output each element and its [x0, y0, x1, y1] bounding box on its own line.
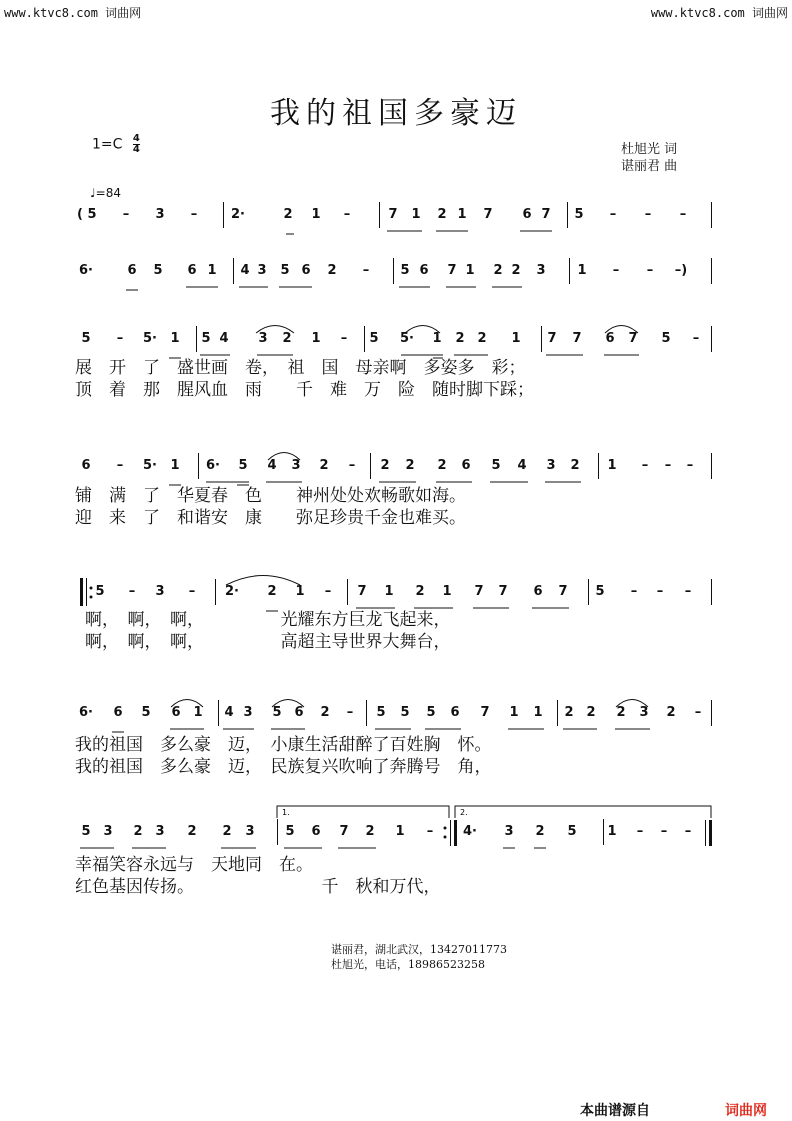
- note: 6: [461, 458, 471, 473]
- note: 1: [170, 331, 180, 346]
- note: 6: [301, 263, 311, 278]
- note: 2: [570, 458, 580, 473]
- note: –: [684, 584, 692, 599]
- note: 5: [376, 705, 386, 720]
- contact-lyricist: 杜旭光，电话，18986523258: [331, 958, 485, 971]
- note: 5·: [400, 331, 414, 346]
- note: 1: [311, 207, 321, 222]
- volta-1-label: 1.: [282, 808, 290, 817]
- beam-group: [80, 231, 650, 848]
- note: 7: [498, 584, 508, 599]
- final-barline: [705, 820, 712, 846]
- note: 1: [607, 824, 617, 839]
- note: 7: [558, 584, 568, 599]
- note: 3: [245, 824, 255, 839]
- note: 5: [574, 207, 584, 222]
- note: 2: [222, 824, 232, 839]
- note: –: [188, 584, 196, 599]
- note: 2·: [231, 207, 245, 222]
- note: 4: [267, 458, 277, 473]
- note: 2: [320, 705, 330, 720]
- volta-2-label: 2.: [460, 808, 468, 817]
- tempo-marking: ♩=84: [90, 186, 121, 200]
- note: 6·: [206, 458, 220, 473]
- slur: [405, 326, 440, 334]
- note: 5: [272, 705, 282, 720]
- note: 2: [511, 263, 521, 278]
- note: 1: [432, 331, 442, 346]
- note: –: [686, 458, 694, 473]
- note: 3: [155, 207, 165, 222]
- note: 7: [572, 331, 582, 346]
- note: 5: [81, 331, 91, 346]
- note: 3: [258, 331, 268, 346]
- note: 6: [450, 705, 460, 720]
- note: –: [656, 584, 664, 599]
- note: –: [190, 207, 198, 222]
- note: 5: [280, 263, 290, 278]
- note: –: [609, 207, 617, 222]
- note: 7: [447, 263, 457, 278]
- note: 6: [81, 458, 91, 473]
- note: 1: [411, 207, 421, 222]
- lyric-line: 展 开 了 盛世画 卷， 祖 国 母亲啊 多姿多 彩；: [75, 358, 526, 378]
- composer-credit: 谌丽君 曲: [621, 159, 678, 174]
- note: 2: [327, 263, 337, 278]
- note: 6: [533, 584, 543, 599]
- note: 2: [493, 263, 503, 278]
- note: 2: [616, 705, 626, 720]
- note: 6: [187, 263, 197, 278]
- note: 3: [291, 458, 301, 473]
- note: 5: [369, 331, 379, 346]
- note: 3: [536, 263, 546, 278]
- note: 1: [511, 331, 521, 346]
- note: –: [684, 824, 692, 839]
- note: 6·: [79, 705, 93, 720]
- key-label: 1=C: [92, 136, 123, 153]
- note: 6: [605, 331, 615, 346]
- note: 7: [547, 331, 557, 346]
- note: –: [644, 207, 652, 222]
- note: 2: [380, 458, 390, 473]
- note: 5: [400, 705, 410, 720]
- note: 7: [541, 207, 551, 222]
- note: 1: [193, 705, 203, 720]
- note: 5: [81, 824, 91, 839]
- note: –: [348, 458, 356, 473]
- note: –: [324, 584, 332, 599]
- note: 6: [127, 263, 137, 278]
- note: –: [340, 331, 348, 346]
- note: 1: [509, 705, 519, 720]
- lyric-line: 顶 着 那 腥风血 雨 千 难 万 险 随时脚下踩；: [75, 380, 534, 400]
- repeat-end: [444, 820, 458, 846]
- note: 2: [455, 331, 465, 346]
- note: 2: [282, 331, 292, 346]
- note: 5: [426, 705, 436, 720]
- note: 3: [243, 705, 253, 720]
- note: 5·: [143, 458, 157, 473]
- slur: [272, 700, 304, 708]
- note: –: [641, 458, 649, 473]
- note: 1: [311, 331, 321, 346]
- note: 6: [522, 207, 532, 222]
- note: 2: [365, 824, 375, 839]
- brand-logo-text[interactable]: 词曲网: [725, 1103, 767, 1119]
- note: 4: [219, 331, 229, 346]
- note: 2: [586, 705, 596, 720]
- note: 1: [465, 263, 475, 278]
- note: 1: [533, 705, 543, 720]
- time-sig-top: 4: [132, 133, 140, 144]
- note: 2: [535, 824, 545, 839]
- lyric-line: 我的祖国 多么豪 迈， 小康生活甜醉了百姓胸 怀。: [75, 735, 492, 755]
- note: –: [612, 263, 620, 278]
- note: 5: [87, 207, 97, 222]
- note: 2: [187, 824, 197, 839]
- note: 2: [437, 207, 447, 222]
- note: 4·: [463, 824, 477, 839]
- note: –: [679, 207, 687, 222]
- note: 7: [483, 207, 493, 222]
- lyric-line: 幸福笑容永远与 天地同 在。: [75, 855, 313, 875]
- note: 1: [295, 584, 305, 599]
- note: 6: [113, 705, 123, 720]
- slur: [256, 326, 294, 334]
- note: 2: [437, 458, 447, 473]
- note: 1: [607, 458, 617, 473]
- note: 3: [103, 824, 113, 839]
- note: 2: [319, 458, 329, 473]
- note: –): [674, 263, 688, 278]
- slur: [616, 700, 648, 708]
- note: 3: [155, 824, 165, 839]
- note: 2·: [225, 584, 239, 599]
- note: 5: [567, 824, 577, 839]
- lyric-line: 我的祖国 多么豪 迈， 民族复兴吹响了奔腾号 角，: [75, 757, 492, 777]
- note: –: [660, 824, 668, 839]
- note: –: [346, 705, 354, 720]
- song-title: 我的祖国多豪迈: [270, 96, 522, 131]
- note: 7: [474, 584, 484, 599]
- note: –: [636, 824, 644, 839]
- lyric-line: 啊， 啊， 啊， 光耀东方巨龙飞起来，: [85, 610, 451, 630]
- note: –: [694, 705, 702, 720]
- note: –: [426, 824, 434, 839]
- lyricist-credit: 杜旭光 词: [621, 142, 678, 157]
- note: 5: [661, 331, 671, 346]
- watermark-left: www.ktvc8.com 词曲网: [4, 6, 142, 20]
- note: 2: [405, 458, 415, 473]
- note: 2: [267, 584, 277, 599]
- note: 7: [357, 584, 367, 599]
- note: 1: [207, 263, 217, 278]
- note: 1: [577, 263, 587, 278]
- note: 3: [504, 824, 514, 839]
- note: 2: [283, 207, 293, 222]
- repeat-start: [80, 578, 93, 606]
- note: (: [77, 207, 83, 222]
- note: 5: [238, 458, 248, 473]
- note: –: [116, 331, 124, 346]
- note: 5: [400, 263, 410, 278]
- note: 6·: [79, 263, 93, 278]
- note: –: [362, 263, 370, 278]
- source-label: 本曲谱源自: [580, 1103, 650, 1119]
- note: 3: [639, 705, 649, 720]
- note: 6: [171, 705, 181, 720]
- note: 2: [666, 705, 676, 720]
- note: 6: [311, 824, 321, 839]
- note: 5: [491, 458, 501, 473]
- note: 7: [339, 824, 349, 839]
- note: 4: [224, 705, 234, 720]
- note: 2: [477, 331, 487, 346]
- note: –: [664, 458, 672, 473]
- note: 5: [95, 584, 105, 599]
- contact-composer: 谌丽君，湖北武汉，13427011773: [331, 943, 507, 956]
- note: 1: [170, 458, 180, 473]
- note: 5: [141, 705, 151, 720]
- slur: [171, 700, 203, 708]
- note: –: [692, 331, 700, 346]
- watermark-right: www.ktvc8.com 词曲网: [650, 6, 788, 20]
- slur: [226, 576, 300, 586]
- note: 2: [564, 705, 574, 720]
- note: 7: [628, 331, 638, 346]
- note: 5: [201, 331, 211, 346]
- note: 3: [155, 584, 165, 599]
- lyric-line: 啊， 啊， 啊， 高超主导世界大舞台，: [85, 632, 451, 652]
- note: 3: [546, 458, 556, 473]
- note: 4: [240, 263, 250, 278]
- note: 4: [517, 458, 527, 473]
- note: 2: [415, 584, 425, 599]
- note: 7: [480, 705, 490, 720]
- note: 1: [457, 207, 467, 222]
- note: 1: [442, 584, 452, 599]
- lyric-line: 迎 来 了 和谐安 康 弥足珍贵千金也难买。: [75, 508, 466, 528]
- note: 7: [388, 207, 398, 222]
- note: –: [128, 584, 136, 599]
- note: 5: [153, 263, 163, 278]
- note: 5: [595, 584, 605, 599]
- note: 5: [285, 824, 295, 839]
- note: 6: [294, 705, 304, 720]
- note: 5·: [143, 331, 157, 346]
- slur: [268, 453, 300, 461]
- note: 1: [395, 824, 405, 839]
- lyric-line: 铺 满 了 华夏春 色 神州处处欢畅歌如海。: [75, 486, 466, 506]
- note: –: [646, 263, 654, 278]
- note: –: [122, 207, 130, 222]
- note: –: [630, 584, 638, 599]
- note: –: [343, 207, 351, 222]
- lyric-line: 红色基因传扬。 千 秋和万代，: [75, 877, 441, 897]
- note: 3: [257, 263, 267, 278]
- double-beam-group: [112, 234, 443, 732]
- note: 1: [384, 584, 394, 599]
- time-sig-bottom: 4: [132, 144, 140, 155]
- slur: [605, 326, 638, 334]
- note: 6: [419, 263, 429, 278]
- note: 2: [133, 824, 143, 839]
- note: –: [116, 458, 124, 473]
- volta-brackets: [277, 806, 711, 818]
